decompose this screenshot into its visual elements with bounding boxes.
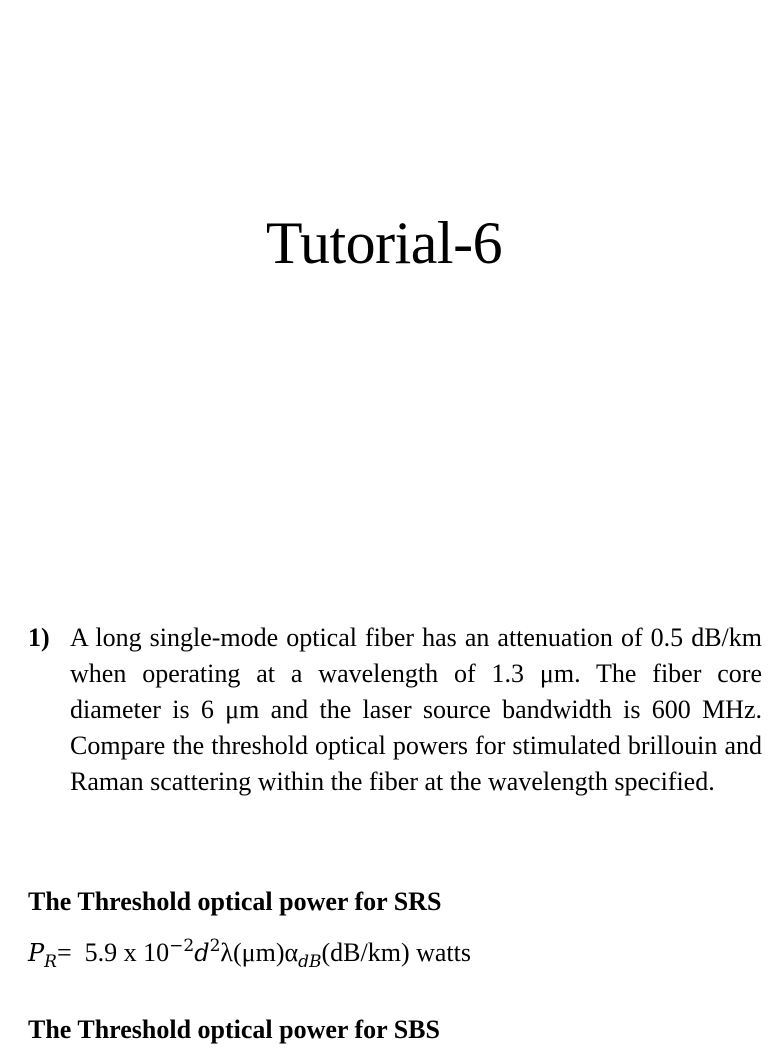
question-number: 1) <box>28 623 50 652</box>
formula-coefficient: 5.9 x 10 <box>84 938 170 967</box>
slide-title: Tutorial-6 <box>265 210 503 276</box>
sbs-heading: The Threshold optical power for SBS <box>28 1015 440 1044</box>
formula-tail: (dB/km) watts <box>321 938 471 967</box>
question-text: A long single-mode optical fiber has an attenuation of 0.5 dB/km when operating at a wavelength of 1.3 μm. The fiber core diameter is 6 μm and the laser source bandwidth is 600 MHz. Compare the threshold optical powers for stimulated brillouin and Raman scattering within the fiber at the wavelength specified. <box>70 623 762 796</box>
formula-lhs: P <box>28 939 45 967</box>
formula-alpha-subscript: dB <box>298 952 322 972</box>
srs-formula <box>28 928 471 980</box>
formula-lhs-subscript: R <box>44 952 57 972</box>
formula-exponent: −2 <box>169 936 195 956</box>
formula-lambda: λ(μm)α <box>220 938 299 967</box>
formula-equals: = <box>56 938 72 967</box>
srs-heading: The Threshold optical power for SRS <box>28 887 442 916</box>
formula-d-exponent: 2 <box>209 936 221 956</box>
question-block <box>28 620 762 800</box>
formula-d: d <box>194 939 210 967</box>
